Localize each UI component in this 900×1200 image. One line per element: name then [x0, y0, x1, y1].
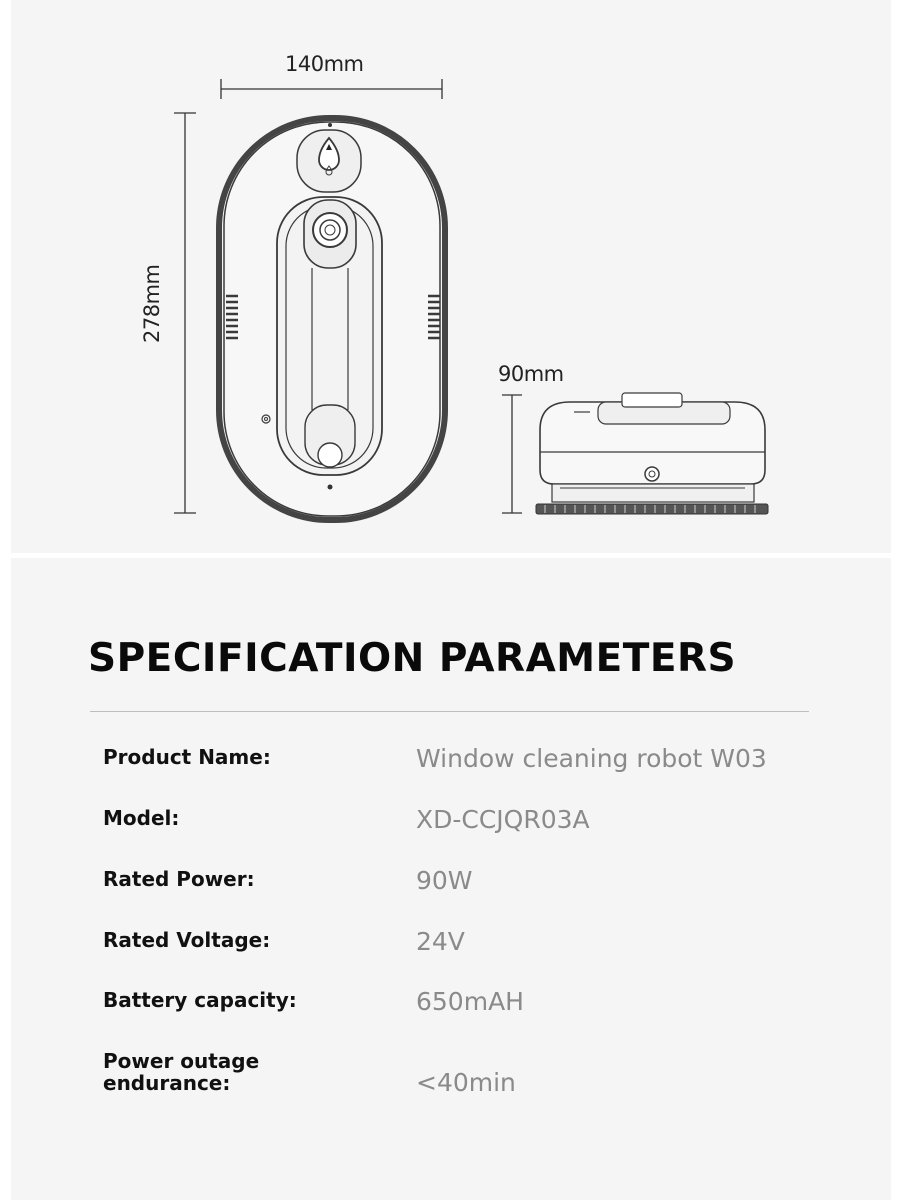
spec-value: <40min [416, 1068, 516, 1097]
spec-value: 90W [416, 866, 473, 895]
robot-side-view [536, 393, 768, 514]
spec-divider [90, 711, 809, 712]
spec-value: 650mAH [416, 987, 524, 1016]
spec-title: SPECIFICATION PARAMETERS [88, 636, 737, 681]
height-dimension-line [174, 113, 196, 513]
spec-label: Battery capacity: [103, 988, 297, 1012]
height-dimension-label: 278mm [140, 264, 164, 343]
spec-label: Product Name: [103, 745, 271, 769]
spec-value: 24V [416, 927, 465, 956]
spec-label: Rated Voltage: [103, 928, 271, 952]
spec-label: Model: [103, 806, 180, 830]
width-dimension-label: 140mm [285, 52, 364, 76]
width-dimension-line [221, 79, 442, 99]
spec-label: Rated Power: [103, 867, 255, 891]
robot-front-view [219, 118, 445, 520]
robot-line-drawing [0, 0, 900, 553]
spec-value: Window cleaning robot W03 [416, 744, 767, 773]
depth-dimension-line [502, 395, 522, 513]
spec-label: Power outage endurance: [103, 1049, 260, 1095]
spec-value: XD-CCJQR03A [416, 805, 590, 834]
depth-dimension-label: 90mm [498, 362, 564, 386]
